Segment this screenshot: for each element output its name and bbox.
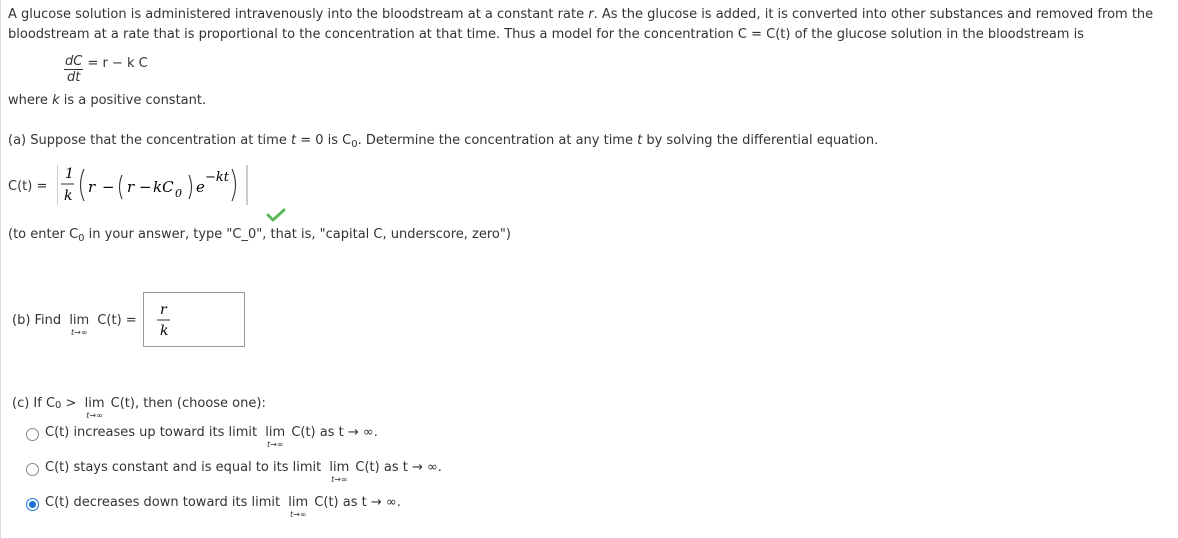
- part-a-answer-field[interactable]: [57, 163, 259, 207]
- ode-derivative: $\frac{dC}{dt}$: [65, 54, 83, 85]
- svg-text:−: −: [139, 178, 152, 196]
- option-3-label[interactable]: C(t) decreases down toward its limit lim t→∞ C(t) as t → ∞.: [45, 495, 401, 519]
- problem-intro-line1: [8, 5, 1153, 25]
- radio-option-1[interactable]: [26, 428, 39, 441]
- inner-left-paren: [120, 175, 123, 199]
- svg-text:k: k: [160, 323, 169, 339]
- problem-intro-line2: bloodstream at a rate that is proportional to the concentration at that time. Thus a model for the concentration C = C(t) of the glucose solution in the bloodstream is: [8, 27, 1084, 42]
- svg-text:r: r: [88, 178, 96, 196]
- svg-text:k: k: [64, 188, 73, 204]
- part-b-prompt: (b) Find lim t→∞ C(t) =: [12, 313, 137, 337]
- left-paren: [81, 169, 85, 201]
- option-2-label[interactable]: C(t) stays constant and is equal to its limit lim t→∞ C(t) as t → ∞.: [45, 460, 442, 484]
- svg-text:−: −: [102, 178, 115, 196]
- svg-text:e: e: [196, 178, 205, 196]
- radio-option-2[interactable]: [26, 463, 39, 476]
- part-a-hint: (to enter $C_0$ in your answer, type "C_0", that is, "capital C, underscore, zero"): [8, 227, 511, 244]
- svg-text:r: r: [160, 302, 167, 318]
- option-1-label[interactable]: C(t) increases up toward its limit lim t→∞ C(t) as t → ∞.: [45, 425, 378, 449]
- svg-text:kC: kC: [153, 178, 174, 196]
- inner-right-paren: [189, 175, 192, 199]
- svg-text:r: r: [127, 178, 135, 196]
- part-a-prompt: (a) Suppose that the concentration at time t = 0 is $C_0$. Determine the concentration at any time t by solving the differential equation.: [8, 133, 879, 150]
- check-icon: [266, 208, 286, 222]
- svg-text:0: 0: [175, 187, 182, 200]
- part-b-answer-field[interactable]: [143, 292, 245, 347]
- part-a-answer-math: [57, 163, 259, 207]
- svg-text:1: 1: [65, 166, 74, 182]
- part-b-limit: lim t→∞: [69, 313, 90, 337]
- intro-text: . As the glucose is added, it is converted into other substances and removed from the: [593, 7, 1154, 22]
- part-c-prompt: (c) If $C^0$ > lim t→∞ C(t), then (choose one):: [12, 396, 266, 420]
- intro-text: A glucose solution is administered intravenously into the bloodstream at a constant rate: [8, 7, 589, 22]
- svg-text:−kt: −kt: [205, 170, 229, 185]
- part-b-answer-math: [154, 295, 184, 345]
- left-border: [0, 0, 1, 538]
- ode-rhs: = r − k C: [87, 56, 148, 71]
- ode-equation: [64, 55, 148, 84]
- right-paren: [232, 169, 236, 201]
- part-c-limit: lim t→∞: [84, 396, 105, 420]
- intro-var-r: r: [588, 7, 594, 22]
- where-k-text: where k is a positive constant.: [8, 93, 207, 108]
- radio-option-3[interactable]: [26, 498, 39, 511]
- part-a-label: C(t) =: [8, 179, 48, 194]
